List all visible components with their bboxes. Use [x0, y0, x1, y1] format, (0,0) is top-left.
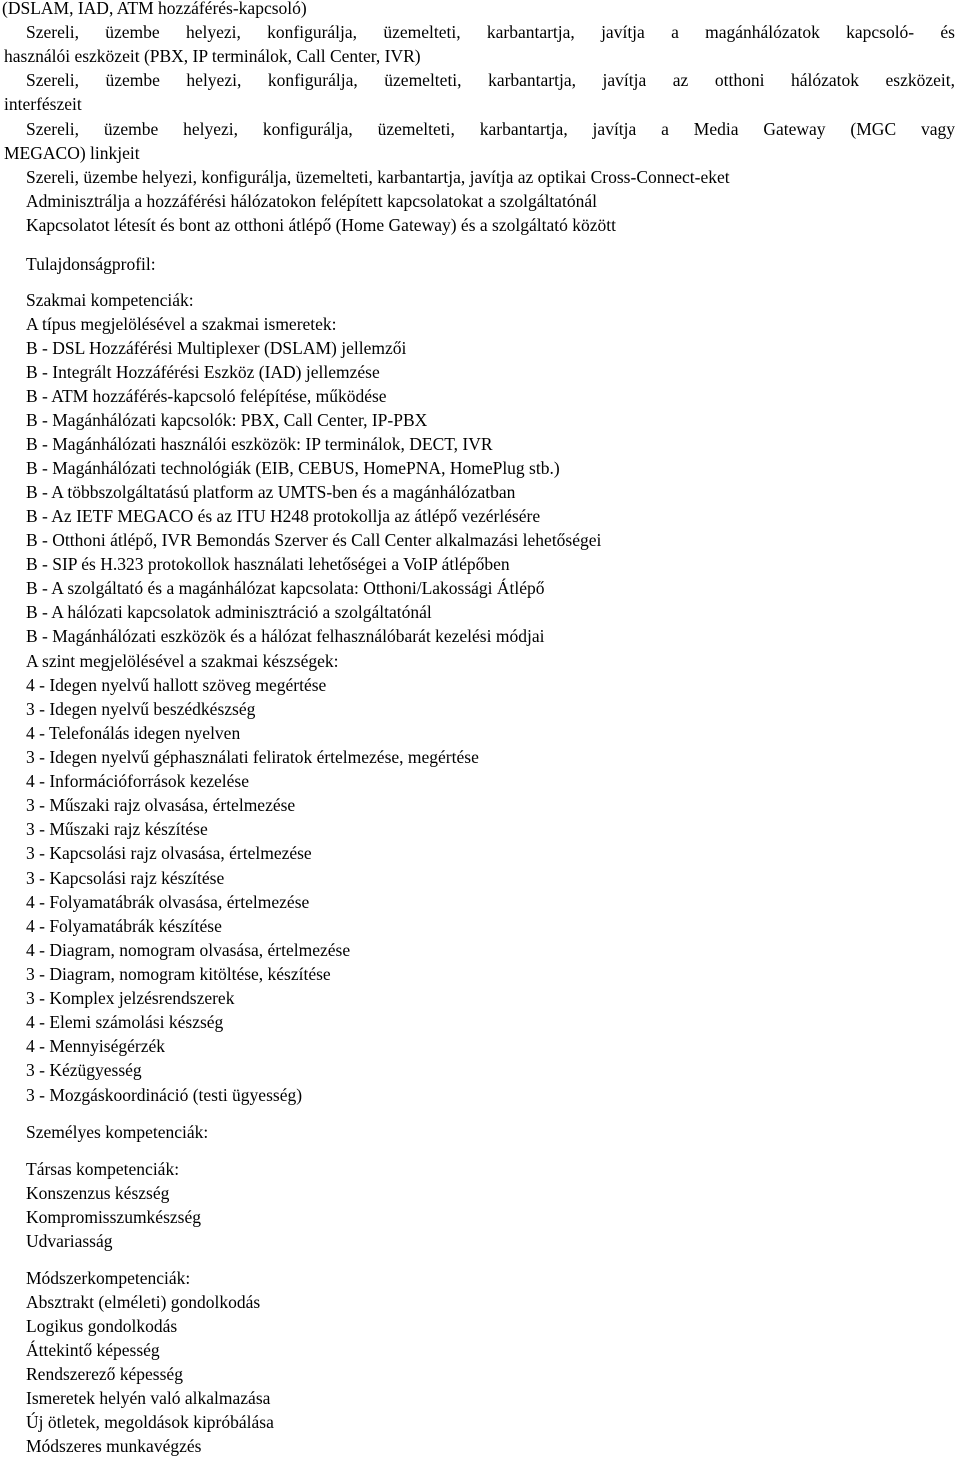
list-item: 4 - Telefonálás idegen nyelven [26, 723, 241, 743]
list-item: Új ötletek, megoldások kipróbálása [26, 1412, 274, 1432]
list-item: 3 - Műszaki rajz olvasása, értelmezése [26, 795, 296, 815]
list-item: Módszeres munkavégzés [26, 1436, 202, 1456]
list-item: Absztrakt (elméleti) gondolkodás [26, 1292, 261, 1312]
list-item: 3 - Kapcsolási rajz olvasása, értelmezése [26, 843, 312, 863]
list-item: B - Integrált Hozzáférési Eszköz (IAD) jellemzése [26, 362, 380, 382]
list-item: B - DSL Hozzáférési Multiplexer (DSLAM) jellemzői [26, 338, 407, 358]
list-item: Udvariasság [26, 1231, 113, 1251]
list-item: 3 - Komplex jelzésrendszerek [26, 988, 235, 1008]
section-heading: Társas kompetenciák: [26, 1159, 180, 1179]
text-line: MEGACO) linkjeit [4, 143, 140, 163]
list-item: 4 - Információforrások kezelése [26, 771, 250, 791]
list-item: Áttekintő képesség [26, 1340, 160, 1360]
list-item: 3 - Műszaki rajz készítése [26, 819, 208, 839]
list-item: 4 - Folyamatábrák készítése [26, 916, 222, 936]
text-line: Szereli, üzembe helyezi, konfigurálja, üzemelteti, karbantartja, javítja a Media Gateway (MGC vagy [26, 119, 955, 139]
list-item: B - A szolgáltató és a magánhálózat kapcsolata: Otthoni/Lakossági Átlépő [26, 578, 545, 598]
section-heading: Módszerkompetenciák: [26, 1268, 191, 1288]
section-heading: Szakmai kompetenciák: [26, 290, 194, 310]
list-item: 4 - Idegen nyelvű hallott szöveg megértése [26, 675, 327, 695]
list-item: B - A többszolgáltatású platform az UMTS-ben és a magánhálózatban [26, 482, 516, 502]
text-line: Szereli, üzembe helyezi, konfigurálja, üzemelteti, karbantartja, javítja az optikai Cross-Connect-eket [26, 167, 730, 187]
list-item: 4 - Mennyiségérzék [26, 1036, 165, 1056]
text-line: használói eszközeit (PBX, IP terminálok, Call Center, IVR) [4, 46, 421, 66]
subsection-heading: A szint megjelölésével a szakmai készségek: [26, 651, 339, 671]
list-item: 4 - Folyamatábrák olvasása, értelmezése [26, 892, 310, 912]
list-item: B - Magánhálózati technológiák (EIB, CEBUS, HomePNA, HomePlug stb.) [26, 458, 560, 478]
list-item: B - Otthoni átlépő, IVR Bemondás Szerver és Call Center alkalmazási lehetőségei [26, 530, 602, 550]
list-item: Logikus gondolkodás [26, 1316, 178, 1336]
list-item: 3 - Diagram, nomogram kitöltése, készítése [26, 964, 331, 984]
list-item: Konszenzus készség [26, 1183, 170, 1203]
section-heading: Személyes kompetenciák: [26, 1122, 209, 1142]
text-line: Szereli, üzembe helyezi, konfigurálja, üzemelteti, karbantartja, javítja a magánhálózatok kapcsoló- és [26, 22, 955, 42]
text-line: interfészeit [4, 94, 82, 114]
list-item: 4 - Diagram, nomogram olvasása, értelmezése [26, 940, 351, 960]
section-heading: Tulajdonságprofil: [26, 254, 156, 274]
text-line: (DSLAM, IAD, ATM hozzáférés-kapcsoló) [2, 0, 307, 18]
list-item: B - Az IETF MEGACO és az ITU H248 protokollja az átlépő vezérlésére [26, 506, 541, 526]
list-item: Ismeretek helyén való alkalmazása [26, 1388, 271, 1408]
list-item: B - Magánhálózati kapcsolók: PBX, Call Center, IP-PBX [26, 410, 428, 430]
subsection-heading: A típus megjelölésével a szakmai ismeretek: [26, 314, 337, 334]
list-item: 3 - Idegen nyelvű géphasználati feliratok értelmezése, megértése [26, 747, 479, 767]
list-item: 3 - Kapcsolási rajz készítése [26, 868, 225, 888]
list-item: B - SIP és H.323 protokollok használati lehetőségei a VoIP átlépőben [26, 554, 510, 574]
list-item: B - ATM hozzáférés-kapcsoló felépítése, működése [26, 386, 387, 406]
list-item: 3 - Mozgáskoordináció (testi ügyesség) [26, 1085, 303, 1105]
list-item: 3 - Idegen nyelvű beszédkészség [26, 699, 256, 719]
list-item: Kompromisszumkészség [26, 1207, 201, 1227]
text-line: Kapcsolatot létesít és bont az otthoni átlépő (Home Gateway) és a szolgáltató között [26, 215, 616, 235]
text-line: Adminisztrálja a hozzáférési hálózatokon felépített kapcsolatokat a szolgáltatónál [26, 191, 597, 211]
list-item: 3 - Kézügyesség [26, 1060, 142, 1080]
list-item: B - Magánhálózati eszközök és a hálózat felhasználóbarát kezelési módjai [26, 626, 545, 646]
list-item: Rendszerező képesség [26, 1364, 183, 1384]
list-item: B - Magánhálózati használói eszközök: IP terminálok, DECT, IVR [26, 434, 493, 454]
list-item: 4 - Elemi számolási készség [26, 1012, 224, 1032]
text-line: Szereli, üzembe helyezi, konfigurálja, üzemelteti, karbantartja, javítja az otthoni hálózatok eszközeit, [26, 70, 955, 90]
list-item: B - A hálózati kapcsolatok adminisztráció a szolgáltatónál [26, 602, 432, 622]
